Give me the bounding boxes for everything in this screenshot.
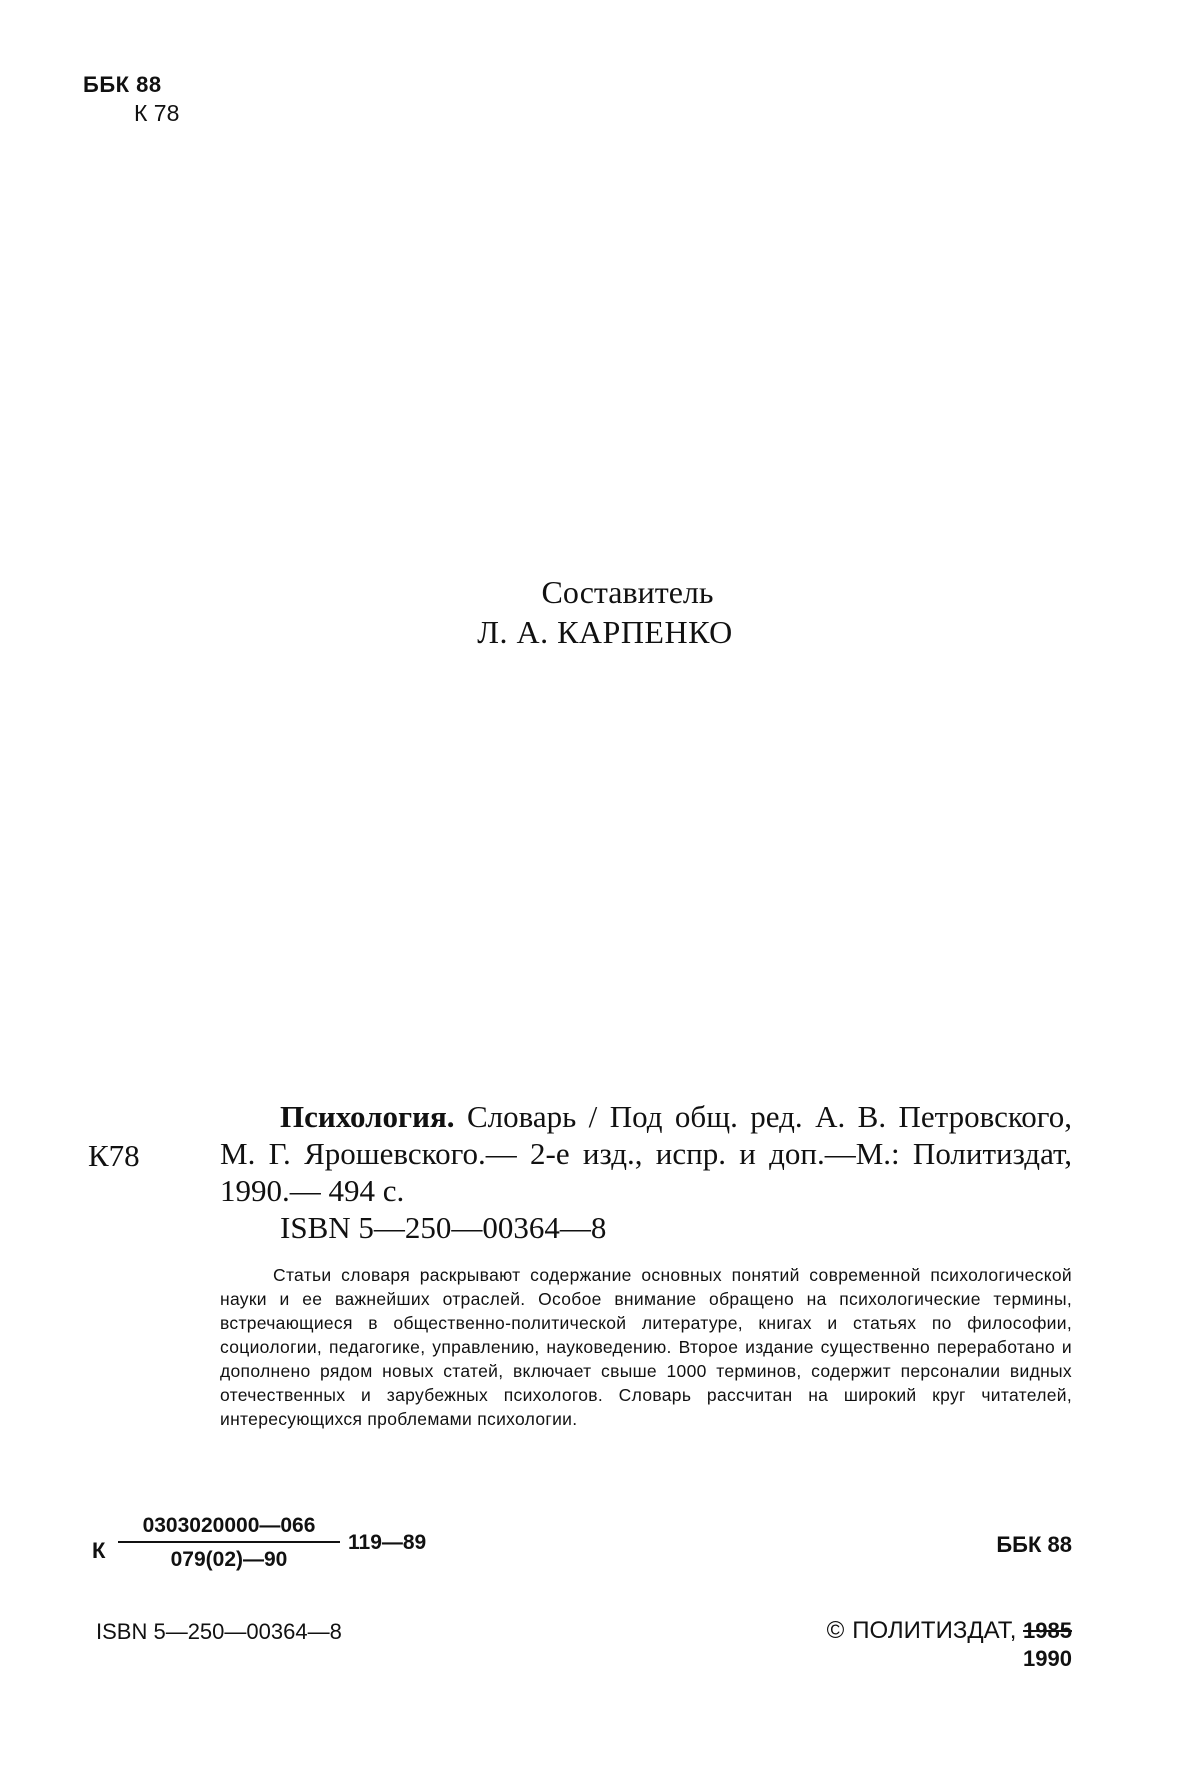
compiler-role: Составитель	[541, 574, 714, 610]
year-new: 1990	[1023, 1646, 1072, 1671]
author-mark-top: К 78	[134, 100, 180, 126]
footer-isbn: ISBN 5—250—00364—8	[96, 1619, 342, 1644]
copyright-icon: ©	[826, 1617, 845, 1644]
annotation-text: Статьи словаря раскрывают содержание основных понятий современной психологической науки и ее важнейших отраслей. Особое внимание обращено на психологические термины, встречающиеся в общественно-политической литературе, книгах и статьях по философии, социологии, педагогике, управлению, науковедению. Второе издание существенно переработано и дополнено рядом новых статей, включает свыше 1000 терминов, содержит персоналии видных отечественных и зарубежных психологов. Словарь рассчитан на широкий круг читателей, интересующихся проблемами психологии.	[220, 1265, 1072, 1429]
catalog-card-mark: К78	[88, 1138, 140, 1173]
bbk-code-top: ББК 88	[83, 72, 162, 97]
index-fraction	[118, 1514, 340, 1572]
bibliographic-text: Словарь / Под общ. ред. А. В. Петровского, М. Г. Ярошевского.— 2-е изд., испр. и доп.—М.: Политиздат, 1990.— 494 с.	[220, 1099, 1073, 1208]
copyright-block	[827, 1617, 1072, 1673]
index-suffix: 119—89	[348, 1531, 427, 1554]
compiler-name: Л. А. КАРПЕНКО	[477, 614, 733, 650]
publisher-name: ПОЛИТИЗДАТ,	[852, 1617, 1017, 1644]
index-letter: К	[92, 1538, 106, 1563]
bbk-code-bottom: ББК 88	[996, 1532, 1072, 1557]
index-numerator: 0303020000—066	[118, 1514, 340, 1543]
compiler-block	[0, 572, 1200, 652]
book-title: Психология.	[280, 1099, 455, 1134]
card-isbn: ISBN 5—250—00364—8	[280, 1210, 607, 1245]
year-old: 1985	[1023, 1618, 1072, 1643]
bibliographic-description	[220, 1098, 1072, 1209]
index-denominator: 079(02)—90	[170, 1548, 288, 1571]
